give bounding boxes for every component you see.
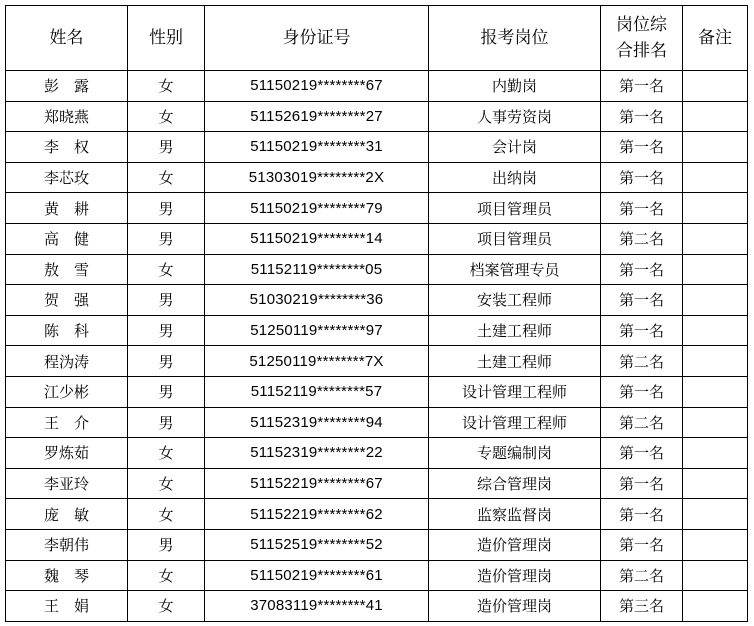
cell-gender: 女 [128, 71, 205, 102]
cell-name: 郑晓燕 [6, 101, 128, 132]
cell-rank: 第一名 [601, 438, 683, 469]
table-row [6, 529, 748, 560]
header-rank [601, 6, 683, 71]
cell-gender: 女 [128, 254, 205, 285]
header-gender: 性别 [128, 6, 205, 71]
cell-remark [683, 346, 748, 377]
table-row [6, 346, 748, 377]
cell-rank: 第一名 [601, 162, 683, 193]
cell-rank: 第一名 [601, 254, 683, 285]
cell-rank: 第二名 [601, 407, 683, 438]
cell-remark [683, 162, 748, 193]
cell-remark [683, 71, 748, 102]
cell-rank: 第二名 [601, 560, 683, 591]
cell-name: 敖 雪 [6, 254, 128, 285]
cell-remark [683, 468, 748, 499]
cell-name: 陈 科 [6, 315, 128, 346]
cell-rank: 第二名 [601, 346, 683, 377]
cell-id-number: 51303019********2X [205, 162, 429, 193]
cell-id-number: 51152119********05 [205, 254, 429, 285]
cell-name: 高 健 [6, 223, 128, 254]
cell-rank: 第一名 [601, 529, 683, 560]
cell-position: 档案管理专员 [429, 254, 601, 285]
cell-position: 会计岗 [429, 132, 601, 163]
cell-name: 贺 强 [6, 285, 128, 316]
cell-gender: 男 [128, 285, 205, 316]
cell-id-number: 51150219********67 [205, 71, 429, 102]
table-row [6, 162, 748, 193]
cell-position: 造价管理岗 [429, 591, 601, 622]
cell-remark [683, 529, 748, 560]
cell-gender: 女 [128, 499, 205, 530]
cell-id-number: 51150219********79 [205, 193, 429, 224]
cell-remark [683, 438, 748, 469]
cell-id-number: 51152519********52 [205, 529, 429, 560]
cell-name: 彭 露 [6, 71, 128, 102]
cell-gender: 男 [128, 529, 205, 560]
cell-position: 内勤岗 [429, 71, 601, 102]
cell-rank: 第一名 [601, 499, 683, 530]
table-row [6, 560, 748, 591]
cell-id-number: 51152619********27 [205, 101, 429, 132]
table-row [6, 376, 748, 407]
cell-position: 专题编制岗 [429, 438, 601, 469]
table-row [6, 101, 748, 132]
cell-id-number: 37083119********41 [205, 591, 429, 622]
cell-remark [683, 193, 748, 224]
cell-position: 项目管理员 [429, 193, 601, 224]
table-row [6, 254, 748, 285]
cell-remark [683, 407, 748, 438]
cell-position: 造价管理岗 [429, 529, 601, 560]
cell-remark [683, 315, 748, 346]
cell-name: 江少彬 [6, 376, 128, 407]
cell-name: 庞 敏 [6, 499, 128, 530]
table-row [6, 438, 748, 469]
table-row [6, 193, 748, 224]
cell-position: 监察监督岗 [429, 499, 601, 530]
cell-remark [683, 223, 748, 254]
cell-name: 李亚玲 [6, 468, 128, 499]
cell-position: 造价管理岗 [429, 560, 601, 591]
cell-position: 设计管理工程师 [429, 407, 601, 438]
cell-rank: 第一名 [601, 101, 683, 132]
cell-gender: 男 [128, 376, 205, 407]
header-position: 报考岗位 [429, 6, 601, 71]
cell-rank: 第一名 [601, 376, 683, 407]
cell-id-number: 51152219********62 [205, 499, 429, 530]
cell-name: 程沩涛 [6, 346, 128, 377]
cell-gender: 男 [128, 407, 205, 438]
cell-id-number: 51152319********94 [205, 407, 429, 438]
table-header [6, 6, 748, 71]
cell-gender: 男 [128, 315, 205, 346]
cell-id-number: 51150219********61 [205, 560, 429, 591]
cell-rank: 第二名 [601, 223, 683, 254]
cell-remark [683, 499, 748, 530]
cell-position: 设计管理工程师 [429, 376, 601, 407]
table-row [6, 285, 748, 316]
cell-remark [683, 591, 748, 622]
cell-rank: 第一名 [601, 315, 683, 346]
cell-id-number: 51152119********57 [205, 376, 429, 407]
cell-rank: 第一名 [601, 193, 683, 224]
header-name: 姓名 [6, 6, 128, 71]
table-row [6, 132, 748, 163]
cell-id-number: 51150219********31 [205, 132, 429, 163]
cell-gender: 女 [128, 591, 205, 622]
cell-name: 王 介 [6, 407, 128, 438]
table-row [6, 591, 748, 622]
table-row [6, 315, 748, 346]
table-row [6, 223, 748, 254]
cell-id-number: 51152319********22 [205, 438, 429, 469]
table-row [6, 468, 748, 499]
cell-gender: 女 [128, 162, 205, 193]
header-rank-line1: 岗位综 [616, 15, 667, 35]
cell-rank: 第一名 [601, 468, 683, 499]
cell-rank: 第一名 [601, 71, 683, 102]
table-row [6, 499, 748, 530]
cell-remark [683, 376, 748, 407]
cell-position: 出纳岗 [429, 162, 601, 193]
header-id-number: 身份证号 [205, 6, 429, 71]
cell-name: 李 权 [6, 132, 128, 163]
header-rank-line2: 合排名 [616, 41, 667, 61]
cell-id-number: 51152219********67 [205, 468, 429, 499]
cell-name: 魏 琴 [6, 560, 128, 591]
cell-name: 黄 耕 [6, 193, 128, 224]
cell-gender: 男 [128, 346, 205, 377]
cell-position: 项目管理员 [429, 223, 601, 254]
cell-gender: 男 [128, 223, 205, 254]
cell-gender: 女 [128, 560, 205, 591]
cell-id-number: 51030219********36 [205, 285, 429, 316]
cell-remark [683, 560, 748, 591]
cell-rank: 第三名 [601, 591, 683, 622]
cell-position: 安装工程师 [429, 285, 601, 316]
cell-gender: 男 [128, 132, 205, 163]
cell-remark [683, 285, 748, 316]
header-remark: 备注 [683, 6, 748, 71]
cell-name: 李芯玫 [6, 162, 128, 193]
table-body [6, 71, 748, 622]
table-row [6, 71, 748, 102]
cell-position: 综合管理岗 [429, 468, 601, 499]
cell-position: 土建工程师 [429, 346, 601, 377]
cell-position: 人事劳资岗 [429, 101, 601, 132]
cell-position: 土建工程师 [429, 315, 601, 346]
candidate-ranking-table [5, 5, 748, 622]
cell-name: 罗炼茹 [6, 438, 128, 469]
cell-id-number: 51150219********14 [205, 223, 429, 254]
header-row [6, 6, 748, 71]
cell-rank: 第一名 [601, 132, 683, 163]
table-row [6, 407, 748, 438]
cell-remark [683, 101, 748, 132]
cell-gender: 女 [128, 438, 205, 469]
cell-id-number: 51250119********97 [205, 315, 429, 346]
cell-remark [683, 132, 748, 163]
cell-gender: 女 [128, 468, 205, 499]
cell-rank: 第一名 [601, 285, 683, 316]
cell-id-number: 51250119********7X [205, 346, 429, 377]
cell-remark [683, 254, 748, 285]
cell-name: 王 娟 [6, 591, 128, 622]
cell-name: 李朝伟 [6, 529, 128, 560]
cell-gender: 女 [128, 101, 205, 132]
cell-gender: 男 [128, 193, 205, 224]
